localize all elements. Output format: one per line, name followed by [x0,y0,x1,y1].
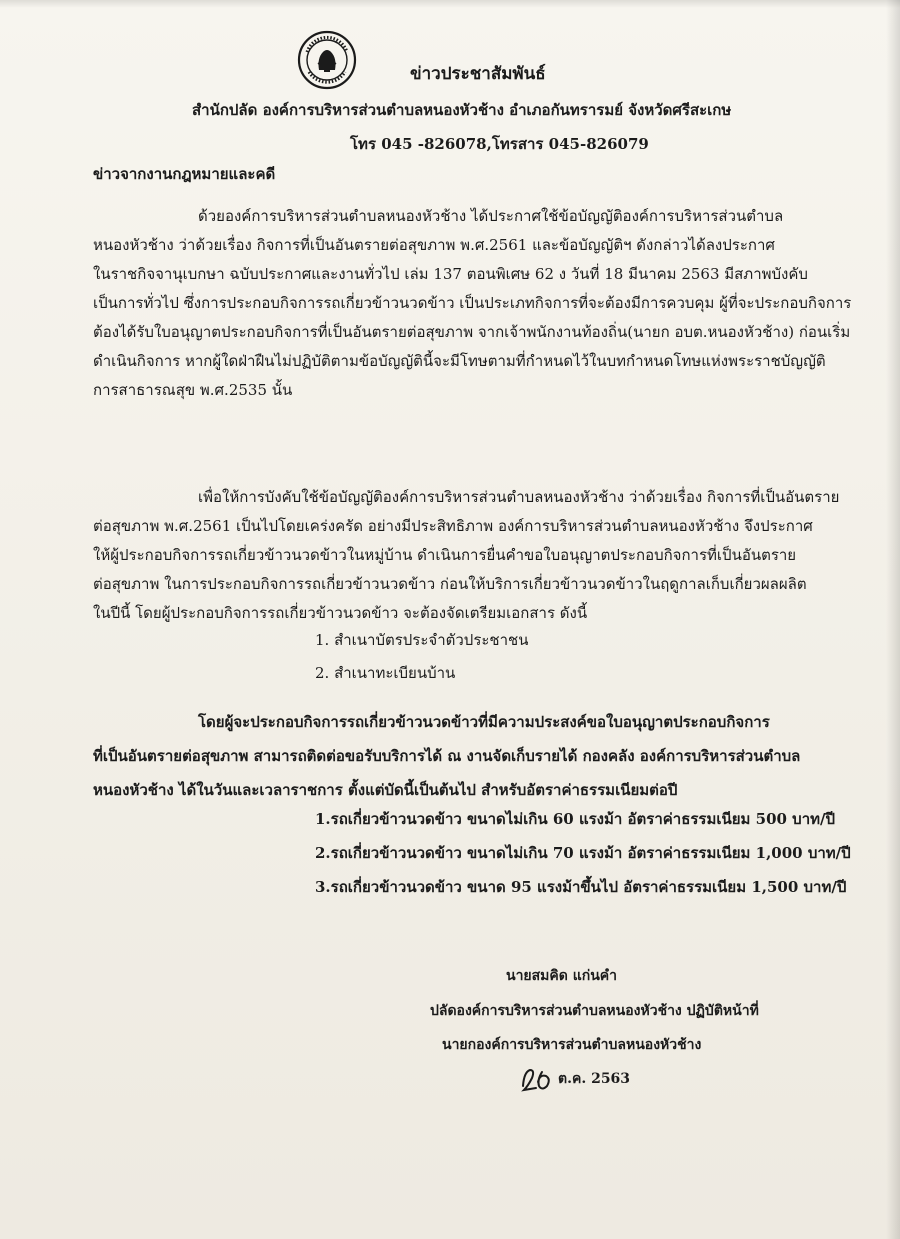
paragraph-line: ต่อสุขภาพ ในการประกอบกิจการรถเกี่ยวข้าวนวดข้าว ก่อนให้บริการเกี่ยวข้าวนวดข้าวในฤดูกาลเก็บเกี่ยวผลผลิต [93,575,807,593]
signatory-position: ปลัดองค์การบริหารส่วนตำบลหนองหัวช้าง ปฏิบัติหน้าที่ [430,1003,759,1019]
paragraph-line: การสาธารณสุข พ.ศ.2535 นั้น [93,381,293,399]
handwritten-day-mark [520,1064,554,1094]
paragraph-line: เป็นการทั่วไป ซึ่งการประกอบกิจการรถเกี่ยวข้าวนวดข้าว เป็นประเภทกิจการที่จะต้องมีการควบคุม ผู้ที่จะประกอบกิจการ [93,294,852,312]
paragraph-line: หนองหัวช้าง ว่าด้วยเรื่อง กิจการที่เป็นอันตรายต่อสุขภาพ พ.ศ.2561 และข้อบัญญัติฯ ดังกล่าวได้ลงประกาศ [93,236,775,254]
paragraph-3 [93,705,865,807]
contact-phone-fax: โทร 045 -826078,โทรสาร 045-826079 [350,135,649,153]
signature-date [520,1064,630,1094]
page-right-shadow [886,0,900,1239]
section-title: ข่าวจากงานกฎหมายและคดี [93,165,276,183]
paragraph-line: ดำเนินกิจการ หากผู้ใดฝ่าฝืนไม่ปฏิบัติตามข้อบัญญัตินี้จะมีโทษตามที่กำหนดไว้ในบทกำหนดโทษแห่งพระราชบัญญัติ [93,352,826,370]
required-documents-list [315,624,528,690]
signatory-acting-position: นายกองค์การบริหารส่วนตำบลหนองหัวช้าง [442,1037,702,1053]
page-top-shadow [0,0,900,8]
paragraph-line: ในราชกิจจานุเบกษา ฉบับประกาศและงานทั่วไป เล่ม 137 ตอนพิเศษ 62 ง วันที่ 18 มีนาคม 2563 มีสภาพบังคับ [93,265,808,283]
fee-item: 3.รถเกี่ยวข้าวนวดข้าว ขนาด 95 แรงม้าขึ้นไป อัตราค่าธรรมเนียม 1,500 บาท/ปี [315,878,847,896]
paragraph-line: ที่เป็นอันตรายต่อสุขภาพ สามารถติดต่อขอรับบริการได้ ณ งานจัดเก็บรายได้ กองคลัง องค์การบริหารส่วนตำบล [93,747,801,765]
announcement-title: ข่าวประชาสัมพันธ์ [410,64,546,84]
fee-item: 1.รถเกี่ยวข้าวนวดข้าว ขนาดไม่เกิน 60 แรงม้า อัตราค่าธรรมเนียม 500 บาท/ปี [315,810,836,828]
signatory-name: นายสมคิด แก่นคำ [506,968,618,984]
list-item: 2. สำเนาทะเบียนบ้าน [315,664,456,682]
paragraph-line: ต้องได้รับใบอนุญาตประกอบกิจการที่เป็นอันตรายต่อสุขภาพ จากเจ้าพนักงานท้องถิ่น(นายก อบต.หนองหัวช้าง) ก่อนเริ่ม [93,323,851,341]
paragraph-line: เพื่อให้การบังคับใช้ข้อบัญญัติองค์การบริหารส่วนตำบลหนองหัวช้าง ว่าด้วยเรื่อง กิจการที่เป็นอันตราย [198,488,840,506]
paragraph-1 [93,202,865,405]
date-suffix: ต.ค. 2563 [558,1071,631,1087]
list-item: 1. สำเนาบัตรประจำตัวประชาชน [315,631,529,649]
paragraph-2 [93,483,865,628]
organization-seal-logo [297,30,357,90]
fee-item: 2.รถเกี่ยวข้าวนวดข้าว ขนาดไม่เกิน 70 แรงม้า อัตราค่าธรรมเนียม 1,000 บาท/ปี [315,844,851,862]
paragraph-line: ด้วยองค์การบริหารส่วนตำบลหนองหัวช้าง ได้ประกาศใช้ข้อบัญญัติองค์การบริหารส่วนตำบล [198,207,784,225]
office-subtitle: สำนักปลัด องค์การบริหารส่วนตำบลหนองหัวช้าง อำเภอกันทรารมย์ จังหวัดศรีสะเกษ [192,101,732,119]
paragraph-line: โดยผู้จะประกอบกิจการรถเกี่ยวข้าวนวดข้าวที่มีความประสงค์ขอใบอนุญาตประกอบกิจการ [198,713,770,731]
paragraph-line: ให้ผู้ประกอบกิจการรถเกี่ยวข้าวนวดข้าวในหมู่บ้าน ดำเนินการยื่นคำขอใบอนุญาตประกอบกิจการที่เป็นอันตราย [93,546,797,564]
paragraph-line: หนองหัวช้าง ได้ในวันและเวลาราชการ ตั้งแต่บัดนี้เป็นต้นไป สำหรับอัตราค่าธรรมเนียมต่อปี [93,781,678,799]
paragraph-line: ในปีนี้ โดยผู้ประกอบกิจการรถเกี่ยวข้าวนวดข้าว จะต้องจัดเตรียมเอกสาร ดังนี้ [93,604,588,622]
paragraph-line: ต่อสุขภาพ พ.ศ.2561 เป็นไปโดยเคร่งครัด อย่างมีประสิทธิภาพ องค์การบริหารส่วนตำบลหนองหัวช้าง จึงประกาศ [93,517,813,535]
fee-rate-list [315,802,851,904]
